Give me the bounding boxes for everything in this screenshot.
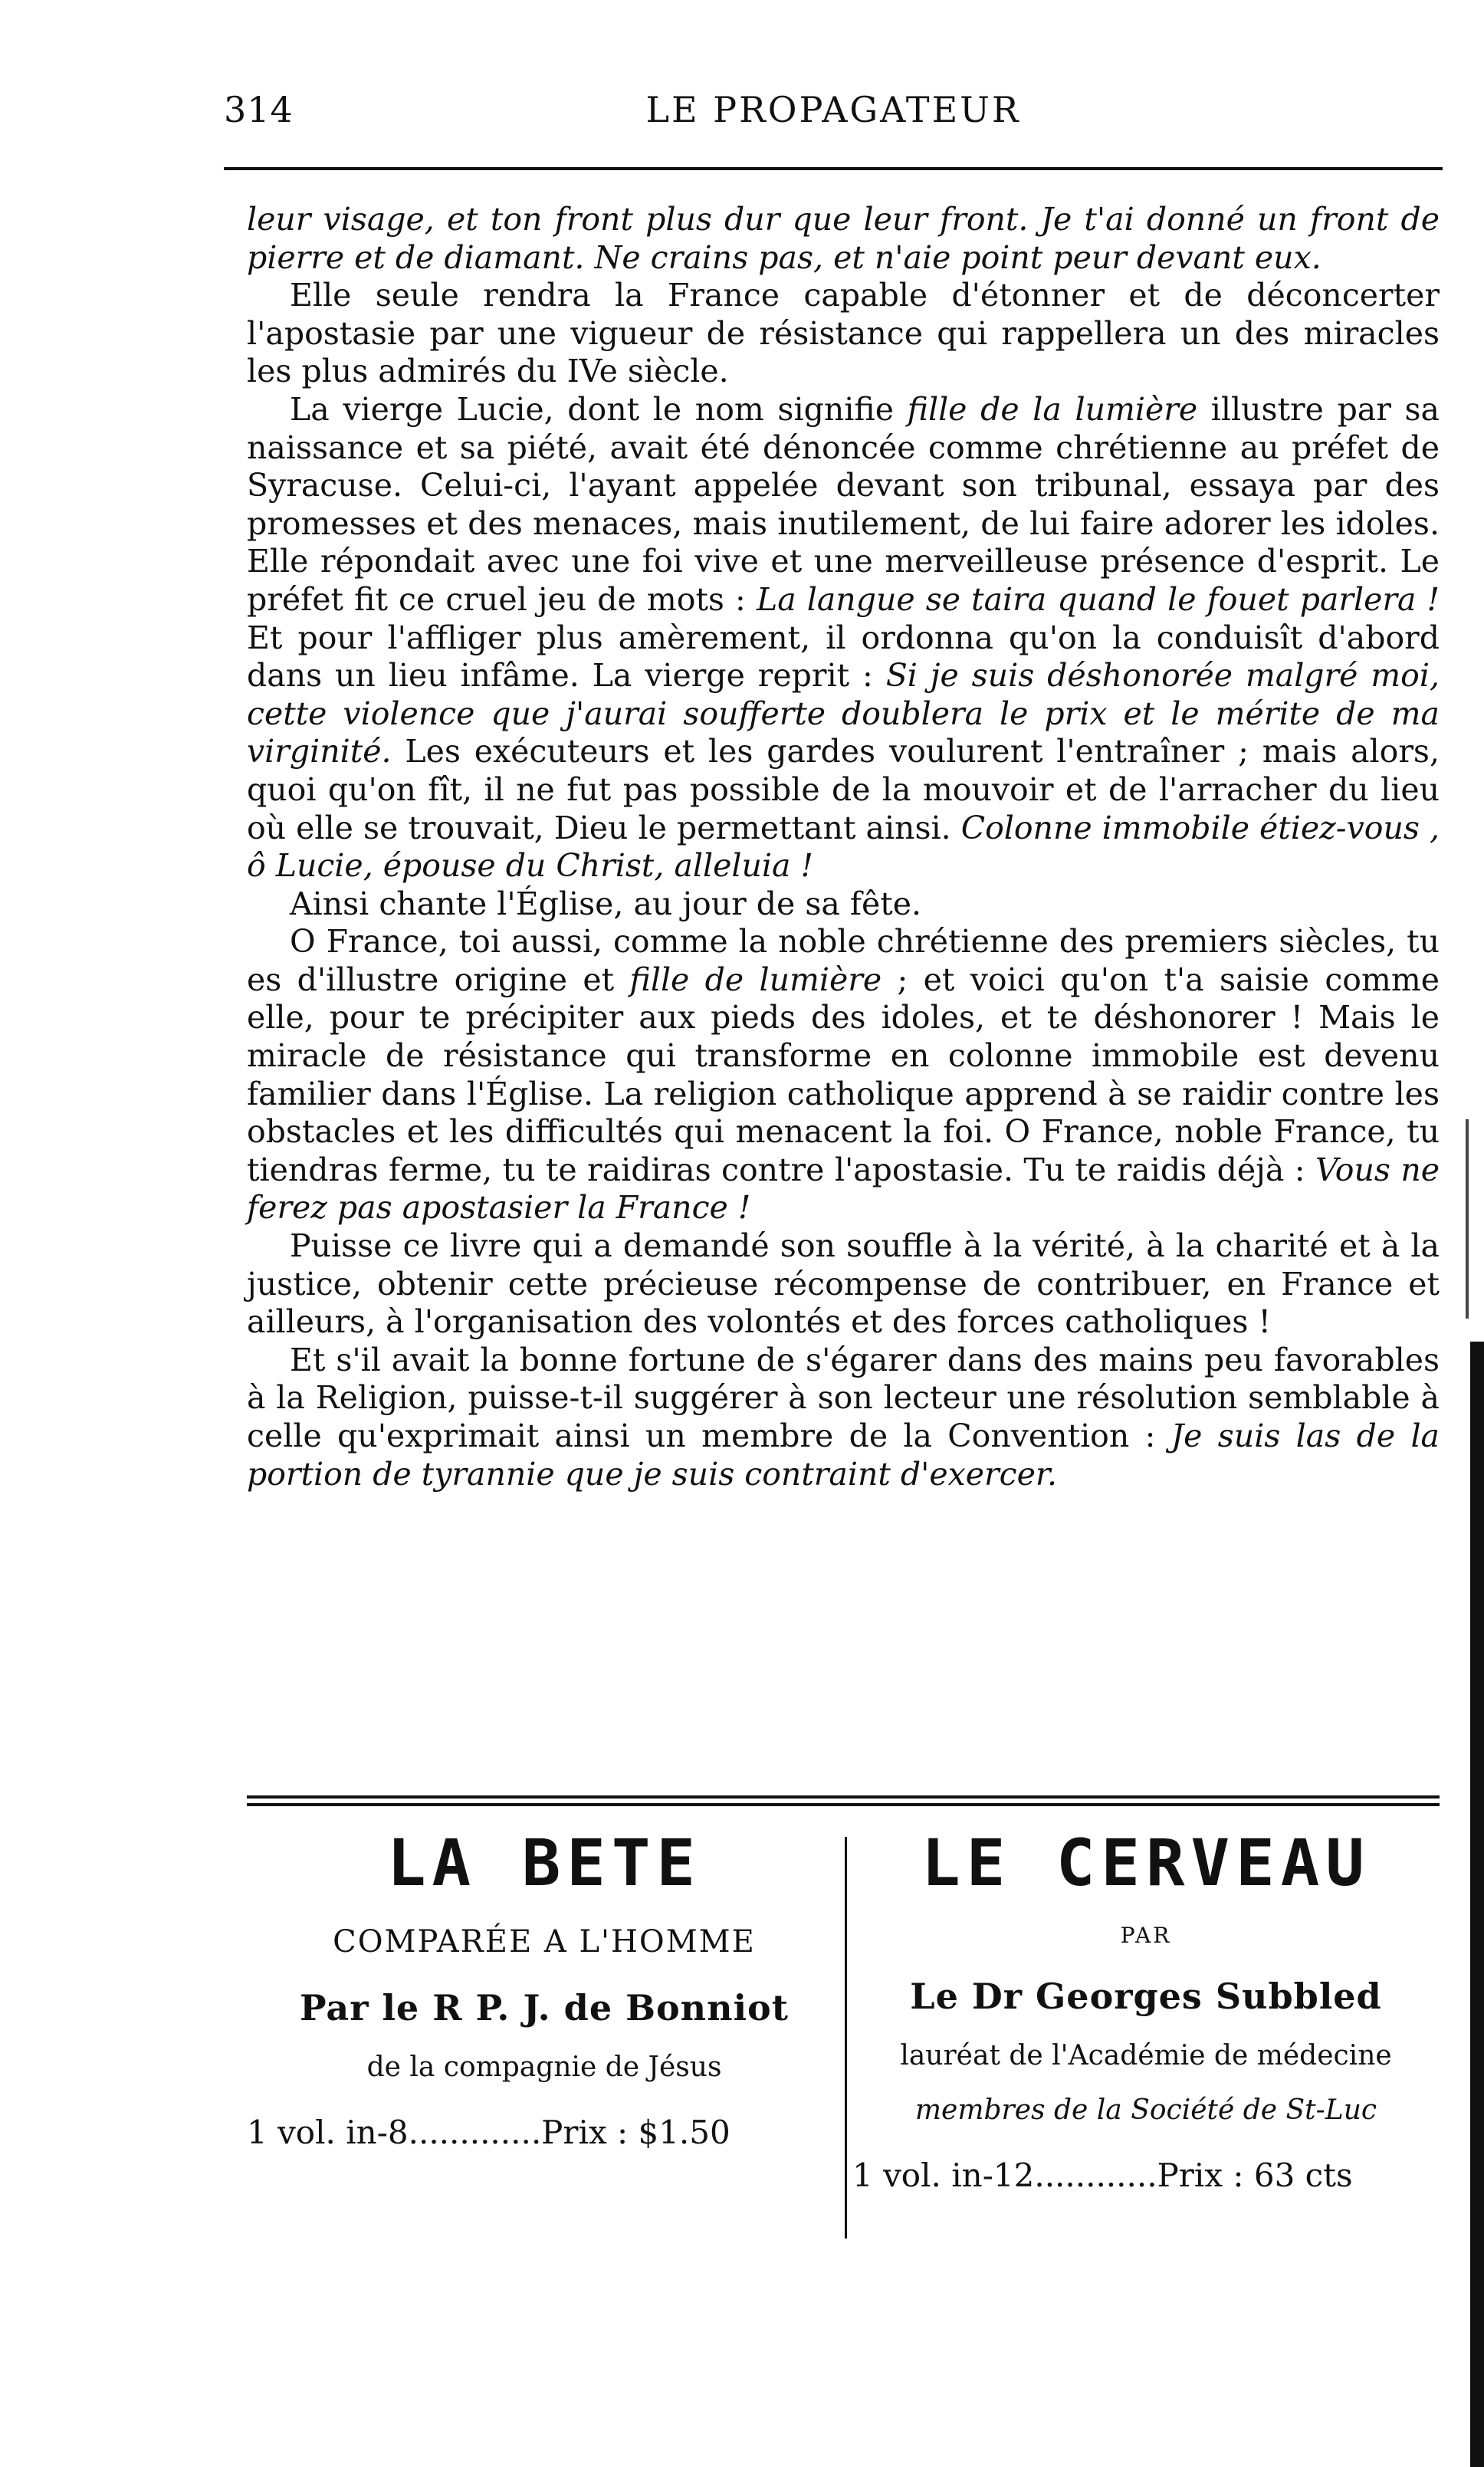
scan-edge-line [1466, 1119, 1469, 1319]
text-run: La vierge Lucie, dont le nom signifie [290, 390, 908, 428]
paragraph-4: Ainsi chante l'Église, au jour de sa fête. [290, 885, 922, 922]
paragraph-3 [247, 391, 1440, 885]
italic-run: fille de lumière [629, 961, 882, 998]
header-rule [224, 167, 1443, 170]
paragraph-1 [247, 201, 1440, 277]
ad-author: Par le R P. J. de Bonniot [300, 1987, 789, 2028]
column-divider [845, 1837, 847, 2239]
italic-run: Vous ne ferez pas apostasier la France ! [247, 1151, 1440, 1227]
body-text [247, 201, 1440, 1493]
paragraph-2: Elle seule rendra la France capable d'étonner et de déconcerter l'apostasie par une vigueur de résistance qui rappellera un des miracles les plus admirés du IVe siècle. [247, 277, 1440, 390]
ad-par: PAR [1120, 1923, 1172, 1948]
ad-title: LA BETE [386, 1825, 701, 1900]
text-run: Et pour l'affliger plus amèrement, il ordonna qu'on la conduisît d'abord dans un lieu infâme. La vierge reprit : [247, 619, 1440, 695]
ad-author: Le Dr Georges Subbled [910, 1976, 1382, 2017]
running-title: LE PROPAGATEUR [645, 89, 1021, 130]
ad-affiliation: de la compagnie de Jésus [366, 2051, 722, 2083]
ad-title: LE CERVEAU [921, 1825, 1371, 1900]
ad-price: 1 vol. in-12............Prix : 63 cts [852, 2157, 1353, 2194]
italic-run: Si je suis déshonorée malgré moi, cette violence que j'aurai soufferte doublera le prix et le mérite de ma virginité. [247, 657, 1440, 770]
italic-run: Je suis las de la portion de tyrannie que je suis contraint d'exercer. [247, 1417, 1440, 1493]
text-run: illustre par sa naissance et sa piété, avait été dénoncée comme chrétienne au préfet de Syracuse. Celui-ci, l'ayant appelée devant son tribunal, essaya par des promesses et des menaces, mais inutilement, de lui faire adorer les idoles. Elle répondait avec une foi vive et une merveilleuse présence d'esprit. Le préfet fit ce cruel jeu de mots : [247, 390, 1440, 618]
italic-run: Colonne immobile étiez-vous , ô Lucie, épouse du Christ, alleluia ! [247, 809, 1440, 885]
italic-run: fille de la lumière [907, 390, 1198, 428]
italic-quote: leur visage, et ton front plus dur que leur front. Je t'ai donné un front de pierre et de diamant. Ne crains pas, et n'aie point peur devant eux. [247, 201, 1440, 276]
italic-run: La langue se taira quand le fouet parlera ! [756, 580, 1440, 618]
separator-rule-bottom [247, 1803, 1440, 1806]
paragraph-5 [247, 923, 1440, 1227]
paragraph-6: Puisse ce livre qui a demandé son souffle à la vérité, à la charité et à la justice, obtenir cette précieuse récompense de contribuer, en France et ailleurs, à l'organisation des volontés et des forces catholiques ! [247, 1227, 1440, 1341]
advertisements [247, 1825, 1440, 2254]
ad-society: membres de la Société de St-Luc [914, 2094, 1377, 2126]
ad-subtitle: COMPARÉE A L'HOMME [333, 1924, 756, 1959]
page-header [224, 83, 1443, 136]
text-run: O France, toi aussi, comme la noble chrétienne des premiers siècles, tu es d'illustre origine et [247, 923, 1440, 998]
ad-affiliation: lauréat de l'Académie de médecine [900, 2040, 1392, 2071]
text-run: ; et voici qu'on t'a saisie comme elle, pour te précipiter aux pieds des idoles, et te déshonorer ! Mais le miracle de résistance qui transforme en colonne immobile est devenu familier dans l'Église. La religion catholique apprend à se raidir contre les obstacles et les difficultés qui menacent la foi. O France, noble France, tu tiendras ferme, tu te raidiras contre l'apostasie. Tu te raidis déjà : [247, 961, 1440, 1188]
text-run: Et s'il avait la bonne fortune de s'égarer dans des mains peu favorables à la Religion, puisse-t-il suggérer à son lecteur une résolution semblable à celle qu'exprimait ainsi un membre de la Convention : [247, 1341, 1440, 1454]
ad-price: 1 vol. in-8.............Prix : $1.50 [247, 2114, 731, 2151]
paragraph-7 [247, 1342, 1440, 1493]
text-run: Les exécuteurs et les gardes voulurent l'entraîner ; mais alors, quoi qu'on fît, il ne fut pas possible de la mouvoir et de l'arracher du lieu où elle se trouvait, Dieu le permettant ainsi. [247, 733, 1440, 846]
separator-rule-top [247, 1795, 1440, 1799]
ad-la-bete [247, 1825, 842, 2254]
page-number: 314 [224, 89, 294, 130]
ad-le-cerveau [852, 1825, 1440, 2254]
scan-edge-shadow [1470, 1342, 1484, 2467]
